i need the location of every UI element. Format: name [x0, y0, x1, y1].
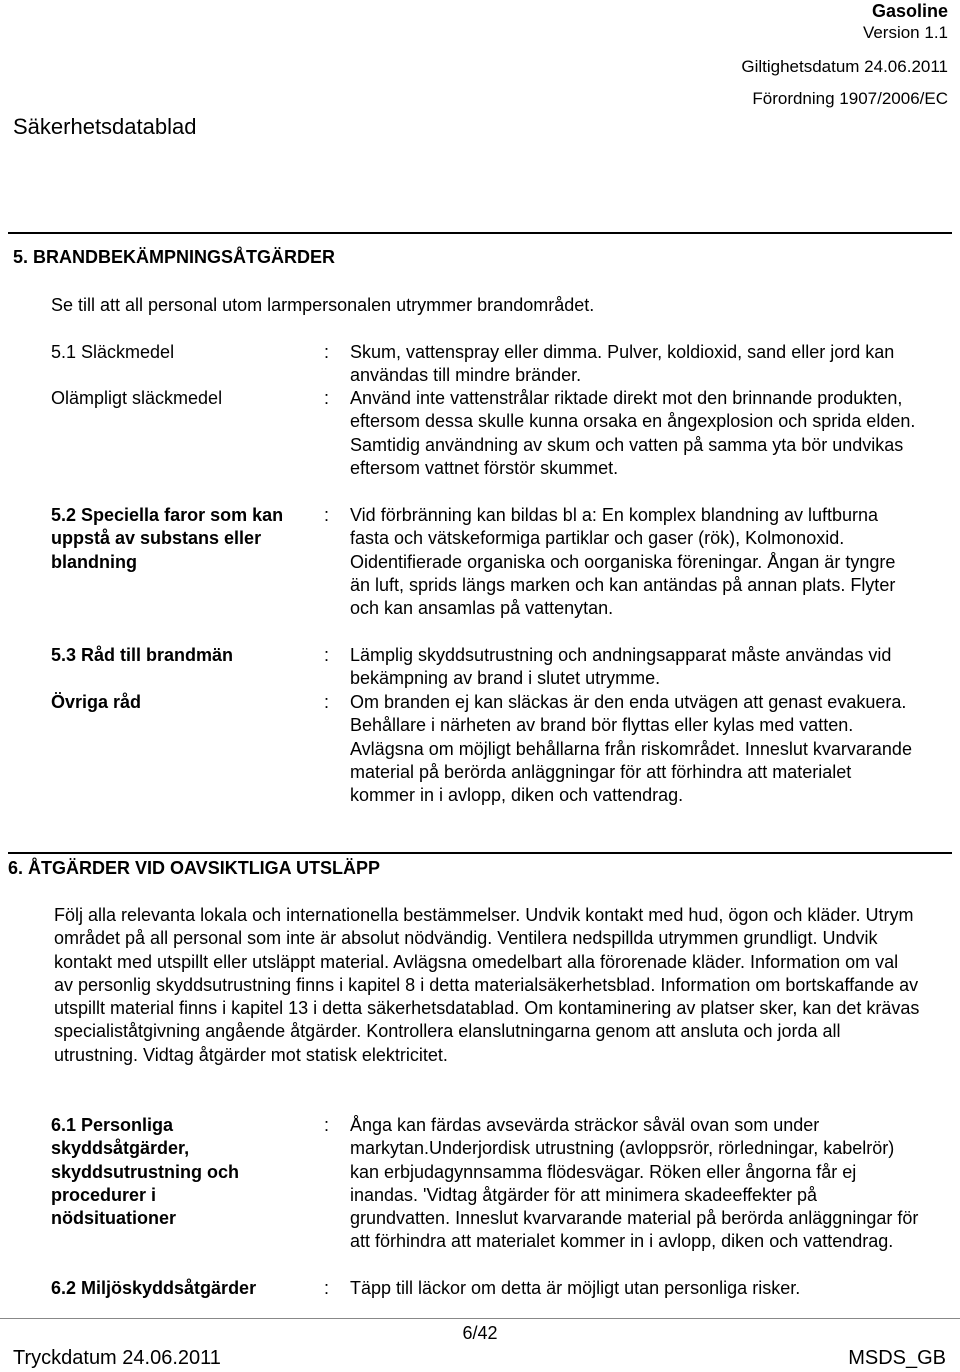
row-value-6-1: Ånga kan färdas avsevärda sträckor såväl ovan som under markytan.Underjordisk utrustning (avloppsrör, rörledningar, kabelrör) kan erbjudagynnsamma flödesvägar. Röken eller ångorna får ej inandas. 'Vidtag åtgärder för att minimera skadeeffekter på grundvatten. Inneslut kvarvarande material på berörda anläggningar för att förhindra att materialet kommer in i avlopp, diken och vattendrag. [350, 1115, 919, 1252]
row-label-unsuitable-media: Olämpligt släckmedel [51, 388, 223, 408]
row-label-5-2: 5.2 Speciella faror som kan uppstå av substans eller blandning [51, 505, 284, 572]
product-name: Gasoline [871, 1, 948, 21]
section-5-title: 5. BRANDBEKÄMPNINGSÅTGÄRDER [13, 247, 336, 267]
row-label-6-2: 6.2 Miljöskyddsåtgärder [51, 1278, 257, 1298]
section-6-intro: Följ alla relevanta lokala och internationella bestämmelser. Undvik kontakt med hud, ögon och kläder. Utrym området på all personal som inte är absolut nödvändig. Ventilera nedspillda utrymmen grundligt. Undvik kontakt med utspillt eller utsläppt material. Avlägsna omedelbart alla förorenade kläder. Information om val av personlig skyddsutrustning finns i kapitel 8 i detta materialsäkerhetsblad. Information om bortskaffande av utspillt material finns i kapitel 13 i detta säkerhetsdatablad. Om kontaminering av platser sker, kan det krävas specialiståtgivning angående åtgärder. Kontrollera elanslutningarna genom att ansluta och jorda all utrustning. Vidtag åtgärder mot statisk elektricitet. [54, 905, 920, 1065]
row-colon: : [324, 388, 330, 408]
row-colon: : [324, 342, 330, 362]
print-date: Tryckdatum 24.06.2011 [13, 1347, 221, 1369]
section-5-intro: Se till att all personal utom larmpersonalen utrymmer brandområdet. [51, 295, 595, 315]
row-colon: : [324, 645, 330, 665]
version-label: Version 1.1 [862, 23, 948, 42]
row-label-5-1: 5.1 Släckmedel [51, 342, 175, 362]
row-colon: : [324, 505, 330, 525]
page-number: 6/42 [462, 1323, 498, 1343]
row-colon: : [324, 1115, 330, 1135]
row-value-5-1: Skum, vattenspray eller dimma. Pulver, koldioxid, sand eller jord kan användas till mindre bränder. [350, 342, 895, 386]
row-value-other-advice: Om branden ej kan släckas är den enda utvägen att genast evakuera. Behållare i närheten av brand bör flyttas eller kylas med vatten. Avlägsna om möjligt behållarna från riskområdet. Inneslut kvarvarande material på berörda anläggningar för att förhindra att materialet kommer in i avlopp, diken och vattendrag. [350, 692, 912, 806]
validity-date: Giltighetsdatum 24.06.2011 [741, 57, 948, 76]
regulation-label: Förordning 1907/2006/EC [752, 89, 948, 108]
row-label-5-3: 5.3 Råd till brandmän [51, 645, 234, 665]
row-colon: : [324, 1278, 330, 1298]
document-title: Säkerhetsdatablad [13, 114, 197, 139]
footer-divider [0, 1318, 960, 1319]
row-value-5-2: Vid förbränning kan bildas bl a: En komplex blandning av luftburna fasta och vätskeformiga partiklar och gaser (rök), Kolmonoxid. Oidentifierade organiska och oorganiska föreningar. Ångan är tyngre än luft, sprids längs marken och kan antändas på annan plats. Flyter och kan ansamlas på vattenytan. [350, 505, 896, 619]
row-label-other-advice: Övriga råd [51, 692, 142, 712]
row-colon: : [324, 692, 330, 712]
document-code: MSDS_GB [848, 1347, 946, 1369]
header-divider [8, 232, 952, 234]
section-6-divider [8, 852, 952, 854]
row-value-5-3: Lämplig skyddsutrustning och andningsapparat måste användas vid bekämpning av brand i slutet utrymme. [350, 645, 892, 689]
row-value-6-2: Täpp till läckor om detta är möjligt utan personliga risker. [350, 1278, 801, 1298]
row-label-6-1: 6.1 Personliga skyddsåtgärder, skyddsutrustning och procedurer i nödsituationer [51, 1115, 240, 1229]
section-6-title: 6. ÅTGÄRDER VID OAVSIKTLIGA UTSLÄPP [8, 858, 381, 878]
row-value-unsuitable-media: Använd inte vattenstrålar riktade direkt mot den brinnande produkten, eftersom dessa skulle kunna orsaka en ångexplosion och sprida elden. Samtidig användning av skum och vatten på samma yta bör undvikas eftersom vattnet förstör skummet. [350, 388, 916, 478]
